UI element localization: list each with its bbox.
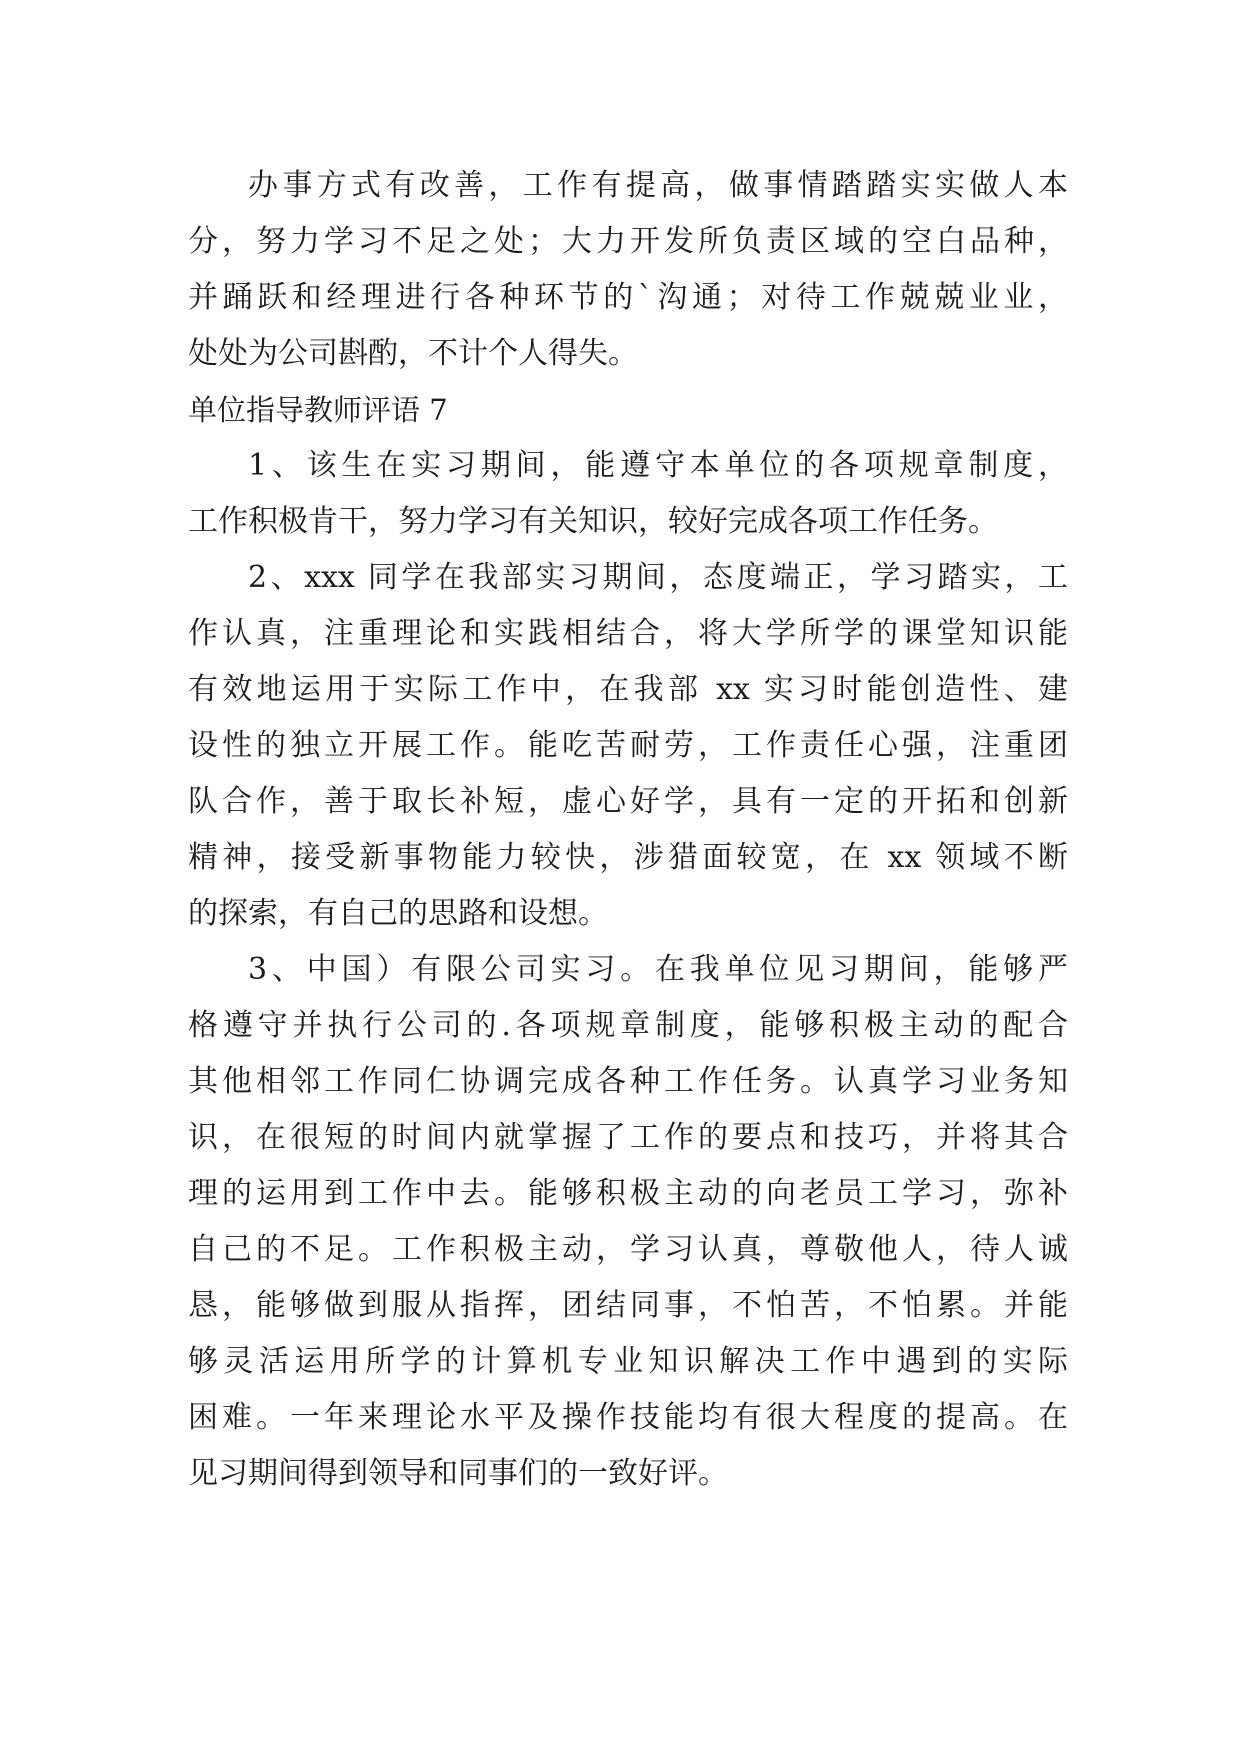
paragraph-2: [188, 438, 1068, 550]
text-line: 设性的独立开展工作。能吃苦耐劳，工作责任心强，注重团: [188, 728, 1068, 763]
text-line: 够灵活运用所学的计算机专业知识解决工作中遇到的实际: [188, 1344, 1068, 1379]
text-line: 作认真，注重理论和实践相结合，将大学所学的课堂知识能: [188, 616, 1068, 651]
text-line: 困难。一年来理论水平及操作技能均有很大程度的提高。在: [188, 1400, 1068, 1435]
text-line: 的探索，有自己的思路和设想。: [188, 896, 608, 931]
paragraph-1: [188, 158, 1068, 382]
paragraph-4: [188, 942, 1068, 1502]
text-line: 处处为公司斟酌，不计个人得失。: [188, 336, 638, 371]
paragraph-3: [188, 550, 1068, 942]
text-line: 有效地运用于实际工作中，在我部 xx 实习时能创造性、建: [188, 672, 1068, 707]
text-line: 1、该生在实习期间，能遵守本单位的各项规章制度，: [248, 448, 1068, 483]
document-body: [188, 158, 1068, 1502]
text-line: 理的运用到工作中去。能够积极主动的向老员工学习，弥补: [188, 1176, 1068, 1211]
text-line: 见习期间得到领导和同事们的一致好评。: [188, 1456, 728, 1491]
text-line: 3、中国）有限公司实习。在我单位见习期间，能够严: [248, 952, 1068, 987]
text-line: 并踊跃和经理进行各种环节的`沟通；对待工作兢兢业业，: [188, 280, 1068, 315]
text-line: 分，努力学习不足之处；大力开发所负责区域的空白品种，: [188, 224, 1068, 259]
section-heading: 单位指导教师评语 7: [188, 393, 448, 427]
text-line: 工作积极肯干，努力学习有关知识，较好完成各项工作任务。: [188, 504, 998, 539]
text-line: 其他相邻工作同仁协调完成各种工作任务。认真学习业务知: [188, 1064, 1068, 1099]
text-line: 队合作，善于取长补短，虚心好学，具有一定的开拓和创新: [188, 784, 1068, 819]
text-line: 精神，接受新事物能力较快，涉猎面较宽，在 xx 领域不断: [188, 840, 1068, 875]
text-line: 2、xxx 同学在我部实习期间，态度端正，学习踏实，工: [248, 560, 1068, 595]
text-line: 格遵守并执行公司的.各项规章制度，能够积极主动的配合: [188, 1008, 1068, 1043]
text-line: 恳，能够做到服从指挥，团结同事，不怕苦，不怕累。并能: [188, 1288, 1068, 1323]
text-line: 自己的不足。工作积极主动，学习认真，尊敬他人，待人诚: [188, 1232, 1068, 1267]
text-line: 识，在很短的时间内就掌握了工作的要点和技巧，并将其合: [188, 1120, 1068, 1155]
text-line: 办事方式有改善，工作有提高，做事情踏踏实实做人本: [248, 168, 1068, 203]
